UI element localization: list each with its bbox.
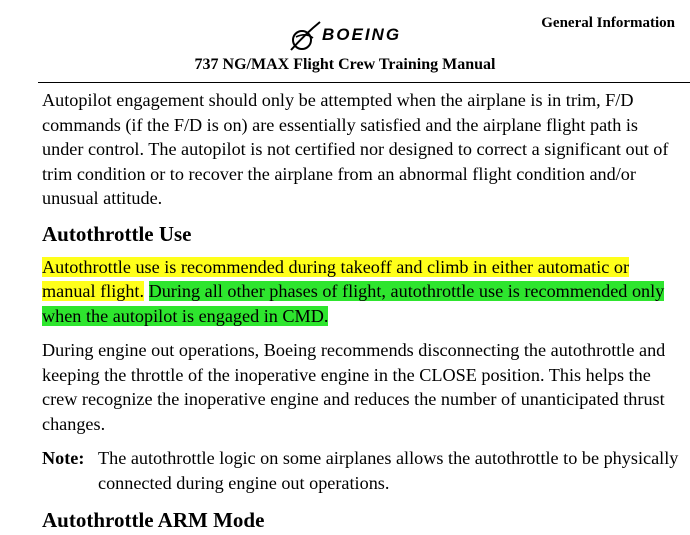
- note-block: [42, 446, 682, 495]
- svg-text:BOEING: BOEING: [322, 25, 402, 44]
- boeing-logo: [288, 20, 428, 54]
- section-label: General Information: [541, 15, 675, 31]
- highlighted-paragraph: [42, 255, 682, 329]
- green-highlight-text: During all other phases of flight, autothrottle use is recommended only when the autopilot is engaged in CMD.: [42, 281, 665, 326]
- note-label: Note:: [42, 448, 85, 468]
- next-section-heading: Autothrottle ARM Mode: [42, 508, 265, 532]
- page-header: [0, 0, 690, 82]
- intro-paragraph: Autopilot engagement should only be attempted when the airplane is in trim, F/D commands (if the F/D is on) are essentially satisfied and the airplane flight path is under control. The autopilot is not certified nor designed to correct a significant out of trim condition or to recover the airplane from an abnormal flight condition and/or unusual attitude.: [42, 90, 669, 208]
- section-heading: Autothrottle Use: [42, 221, 192, 246]
- manual-title: 737 NG/MAX Flight Crew Training Manual: [194, 56, 496, 73]
- yellow-highlight-text: Autothrottle use is recommended during takeoff and climb in either automatic or manual flight.: [42, 256, 630, 301]
- header-divider: [38, 82, 690, 83]
- note-text: The autothrottle logic on some airplanes allows the autothrottle to be physically connected during engine out operations.: [98, 448, 679, 493]
- page-body: [42, 88, 682, 535]
- engine-out-paragraph: During engine out operations, Boeing recommends disconnecting the autothrottle and keeping the throttle of the inoperative engine in the CLOSE position. This helps the crew recognize the inoperative engine and reduces the number of unanticipated thrust changes.: [42, 340, 666, 434]
